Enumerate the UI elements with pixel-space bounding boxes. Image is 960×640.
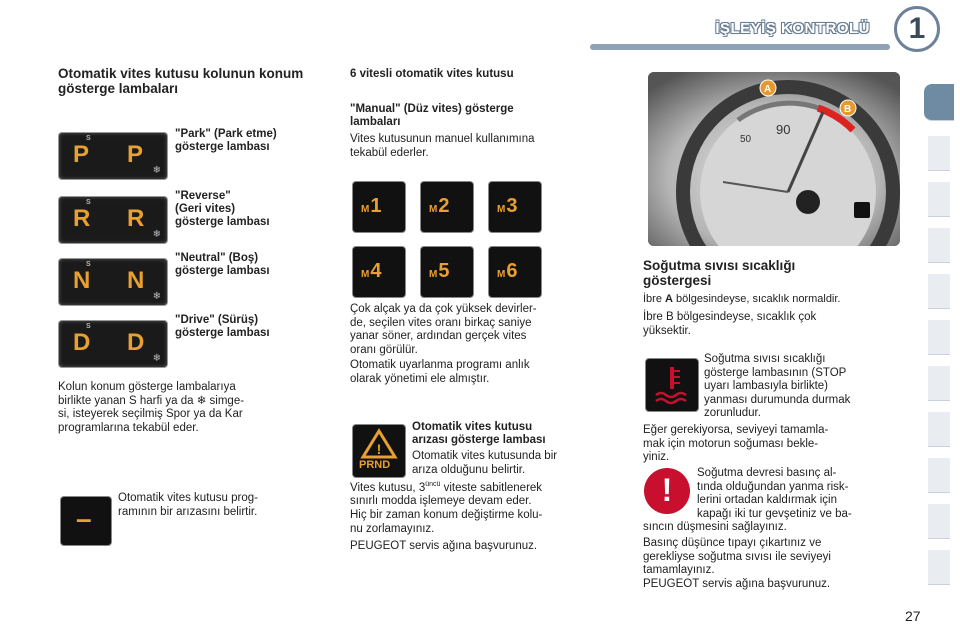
lamp-letter: P (73, 141, 90, 168)
m3-lamp (488, 181, 542, 233)
text-line: kapağı iki tur gevşetiniz ve ba- (697, 507, 852, 520)
title-line: Soğutma sıvısı sıcaklığı (643, 258, 796, 273)
col1-fault-text (118, 492, 322, 519)
pressure-warning-text-tail: sıncın düşmesini sağlayınız. (643, 521, 787, 533)
lamp-letter: D (127, 329, 145, 356)
manual-lamps-title (350, 103, 610, 129)
snowflake-icon: ❄ (152, 165, 161, 176)
snowflake-icon: ❄ (152, 353, 161, 364)
text-line: de, seçilen vites oranı birkaç saniye (350, 316, 532, 329)
coolant-paragraph-3: PEUGEOT servis ağına başvurunuz. (643, 578, 831, 590)
gauge-zone-a-label: A (764, 84, 772, 95)
lamp-letter: N (127, 267, 145, 294)
col1-title: Otomatik vites kutusu kolunun konum gösterge lambaları (58, 66, 304, 96)
gauge-zone-b-label: B (844, 104, 852, 115)
coolant-temperature-gauge-photo (648, 72, 900, 246)
label-line: gösterge lambası (175, 216, 270, 228)
col2-title: 6 vitesli otomatik vites kutusu (350, 68, 514, 80)
text-line: İbre B bölgesindeyse, sıcaklık çok (643, 311, 817, 323)
sport-s-icon: S (86, 261, 91, 268)
chapter-tab[interactable] (928, 228, 950, 263)
text-line: yanması durumunda durmak (704, 393, 851, 406)
text-line: birlikte yanan S harfi ya da ❄ simge- (58, 394, 245, 407)
m-prefix: M (429, 269, 438, 280)
title-line: Otomatik vites kutusu (412, 421, 533, 433)
gear-number: 3 (506, 195, 518, 217)
pressure-warning-text (697, 467, 905, 521)
text-line: Eğer gerekiyorsa, seviyeyi tamamla- (643, 424, 829, 436)
m4-lamp (352, 246, 406, 298)
text-line: programlarına tekabül eder. (58, 421, 199, 434)
text-line: tında olduğundan yanma risk- (697, 480, 849, 493)
manual-lamps-text (350, 133, 610, 160)
text-line: si, isteyerek seçilmiş Spor ya da Kar (58, 408, 243, 420)
m-prefix: M (361, 269, 370, 280)
chapter-tab[interactable] (928, 458, 950, 493)
text-part: bölgesindeyse, sıcaklık normaldir. (672, 293, 841, 305)
m2-lamp (420, 181, 474, 233)
text-line: gerekliyse soğutma sıvısı ile seviyeyi (643, 550, 831, 563)
label-line: gösterge lambası (175, 327, 270, 339)
chapter-tabs (928, 70, 950, 580)
col1-paragraph (58, 381, 320, 435)
label-line: "Drive" (Sürüş) (175, 314, 259, 326)
text-line: nu zorlamayınız. (350, 522, 435, 535)
m5-lamp (420, 246, 474, 298)
text-line: uyarı lambasıyla birlikte) (704, 380, 828, 392)
text-line: Vites kutusunun manuel kullanımına (350, 133, 535, 145)
ordinal-suffix: üncü (425, 481, 441, 488)
zone-a-letter: A (665, 293, 673, 305)
svg-text:!: ! (376, 441, 382, 457)
title-line: arızası gösterge lambası (412, 434, 546, 446)
gauge-illustration (648, 72, 900, 246)
coolant-temperature-warning-lamp (645, 358, 699, 412)
m-prefix: M (497, 269, 506, 280)
text-line: Kolun konum gösterge lambalarıya (58, 381, 236, 393)
chapter-tab[interactable] (928, 274, 950, 309)
m-prefix: M (497, 204, 506, 215)
text-part: İbre (643, 293, 666, 305)
drive-lamp-label (175, 314, 335, 340)
lamp-letter: D (73, 329, 91, 356)
gauge-tick-90: 90 (776, 122, 791, 137)
label-line: "Reverse" (175, 190, 231, 202)
chapter-tab[interactable] (928, 366, 950, 401)
title-line: "Manual" (Düz vites) gösterge (350, 103, 514, 115)
sport-s-icon: S (86, 323, 91, 330)
header-bar (590, 44, 890, 50)
text-part: viteste sabitlenerek (440, 481, 543, 494)
col2-paragraph-5: PEUGEOT servis ağına başvurunuz. (350, 540, 538, 552)
text-line (350, 478, 612, 495)
label-line: "Park" (Park etme) (175, 128, 277, 140)
title-line: göstergesi (643, 273, 712, 288)
snowflake-icon: ❄ (152, 229, 161, 240)
label-line: "Neutral" (Boş) (175, 252, 259, 264)
m1-lamp (352, 181, 406, 233)
caution-exclamation-icon: ! (644, 468, 690, 514)
park-lamp (58, 132, 168, 180)
chapter-tab[interactable] (928, 136, 950, 171)
gearbox-program-fault-lamp (60, 496, 112, 546)
text-line: yanar söner, ardından gerçek vites (350, 330, 527, 342)
chapter-tab[interactable] (928, 182, 950, 217)
page-number: 27 (905, 608, 921, 624)
gear-number: 4 (370, 260, 382, 282)
text-line: gösterge lambasının (STOP (704, 366, 847, 379)
text-line: Hiç bir zaman konum değiştirme kolu- (350, 509, 543, 521)
gear-number: 1 (370, 195, 382, 217)
chapter-tab[interactable] (928, 504, 950, 539)
label-line: gösterge lambası (175, 265, 270, 277)
col2-paragraph-4 (350, 509, 612, 536)
text-line: Çok alçak ya da çok yüksek devirler- (350, 303, 537, 315)
text-line: olarak yönetimi ele almıştır. (350, 372, 490, 385)
page-header (560, 0, 960, 60)
text-line: lerini ortadan kaldırmak için (697, 494, 837, 506)
sport-s-icon: S (86, 199, 91, 206)
col2-paragraph-2 (350, 359, 610, 386)
chapter-number: 1 (894, 6, 940, 52)
gear-number: 2 (438, 195, 450, 217)
m-prefix: M (429, 204, 438, 215)
text-line: oranı görülür. (350, 343, 418, 356)
text-line: yiniz. (643, 451, 670, 463)
thermometer-icon (646, 359, 698, 411)
text-line: sınırlı modda işlemeye devam eder. (350, 495, 532, 508)
text-line: zorunludur. (704, 407, 761, 419)
coolant-paragraph-1 (643, 424, 905, 465)
text-line: Otomatik vites kutusunda bir (412, 450, 558, 462)
park-lamp-label (175, 128, 335, 154)
gearbox-fault-title (412, 421, 612, 447)
coolant-zone-a-text (643, 293, 913, 306)
reverse-lamp-label (175, 190, 335, 229)
text-line: tekabül ederler. (350, 146, 429, 159)
neutral-lamp (58, 258, 168, 306)
text-line: yüksektir. (643, 324, 691, 337)
gauge-tick-50: 50 (740, 134, 752, 145)
coolant-zone-b-text (643, 311, 905, 338)
m6-lamp (488, 246, 542, 298)
text-line: mak için motorun soğuması bekle- (643, 437, 819, 450)
page-title: İŞLEYİŞ KONTROLÜ (715, 20, 870, 37)
gearbox-fault-text (412, 450, 610, 477)
text-line: Soğutma devresi basınç al- (697, 467, 837, 479)
chapter-tab[interactable] (928, 320, 950, 355)
gear-number: 5 (438, 260, 450, 282)
col2-paragraph-3 (350, 478, 612, 509)
label-line: gösterge lambası (175, 141, 270, 153)
lamp-letter: P (127, 141, 144, 168)
text-line: Basınç düşünce tıpayı çıkartınız ve (643, 537, 822, 549)
drive-lamp (58, 320, 168, 368)
gearbox-fault-lamp (352, 424, 406, 478)
text-line: ramının bir arızasını belirtir. (118, 505, 258, 518)
snowflake-icon: ❄ (152, 291, 161, 302)
text-line: arıza olduğunu belirtir. (412, 463, 526, 476)
text-part: Vites kutusu, 3 (350, 481, 426, 494)
lamp-letter: N (73, 267, 91, 294)
text-line: Otomatik vites kutusu prog- (118, 492, 258, 504)
reverse-lamp (58, 196, 168, 244)
col2-paragraph-1 (350, 303, 610, 357)
sport-s-icon: S (86, 135, 91, 142)
label-line: (Geri vites) (175, 203, 236, 215)
text-line: Soğutma sıvısı sıcaklığı (704, 353, 826, 365)
lamp-letter: R (73, 205, 91, 232)
lamp-letter: R (127, 205, 145, 232)
coolant-warning-text (704, 353, 904, 421)
chapter-tab[interactable] (928, 412, 950, 447)
text-line: tamamlayınız. (643, 564, 715, 576)
title-line: lambaları (350, 116, 401, 128)
neutral-lamp-label (175, 252, 335, 278)
prnd-label: PRND (359, 459, 391, 471)
m-prefix: M (361, 204, 370, 215)
coolant-title (643, 258, 913, 288)
chapter-tab-active[interactable] (924, 84, 954, 121)
text-line: Otomatik uyarlanma programı anlık (350, 359, 530, 371)
chapter-tab[interactable] (928, 550, 950, 585)
gear-number: 6 (506, 260, 518, 282)
coolant-paragraph-2 (643, 537, 905, 578)
dash-icon: – (76, 503, 92, 534)
